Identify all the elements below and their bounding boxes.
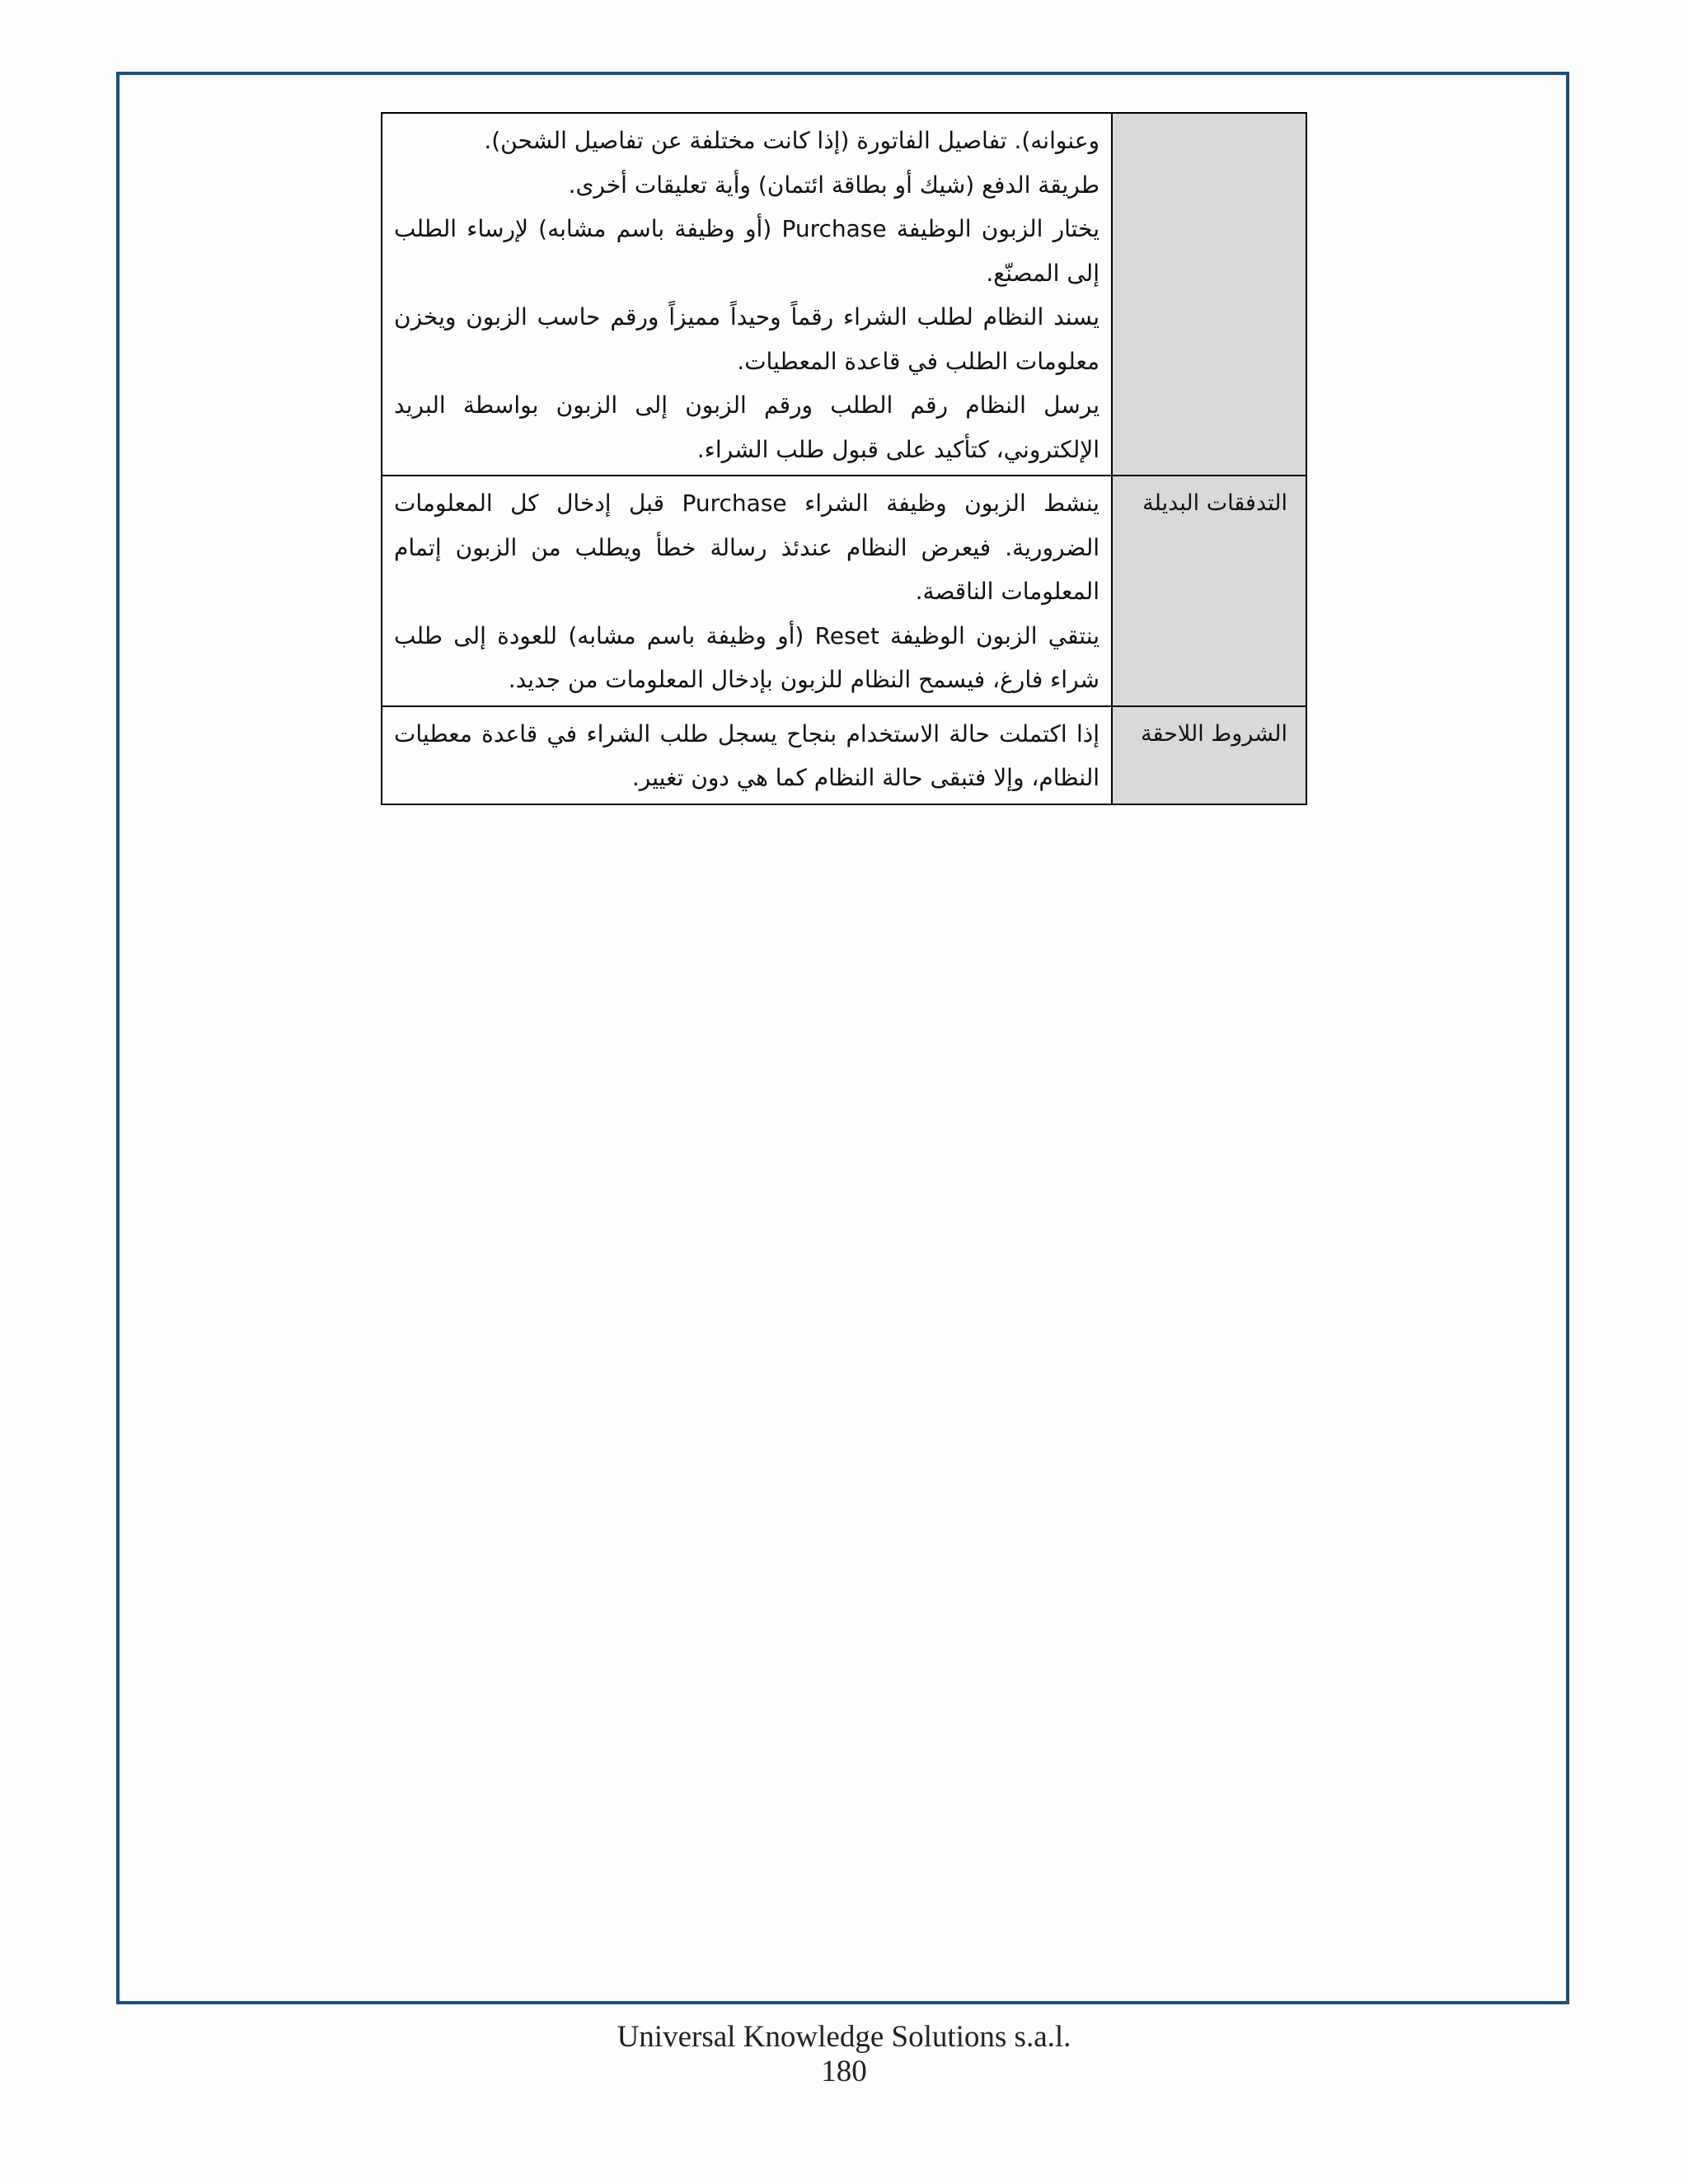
content-paragraph: ينشط الزبون وظيفة الشراء Purchase قبل إدخال كل المعلومات الضرورية. فيعرض النظام عندئذ رسالة خطأ ويطلب من الزبون إتمام المعلومات الناقصة. [394, 490, 1100, 605]
content-paragraph: ينتقي الزبون الوظيفة Reset (أو وظيفة باسم مشابه) للعودة إلى طلب شراء فارغ، فيسمح النظام للزبون بإدخال المعلومات من جديد. [394, 621, 1100, 693]
table-row [382, 476, 1306, 706]
content-paragraph: إذا اكتملت حالة الاستخدام بنجاح يسجل طلب الشراء في قاعدة معطيات النظام، وإلا فتبقى حالة النظام كما هي دون تغيير. [394, 719, 1100, 791]
content-paragraph: يسند النظام لطلب الشراء رقماً وحيداً مميزاً ورقم حاسب الزبون ويخزن معلومات الطلب في قاعدة المعطيات. [394, 303, 1100, 375]
row-content [382, 476, 1112, 706]
content-paragraph: يرسل النظام رقم الطلب ورقم الزبون إلى الزبون بواسطة البريد الإلكتروني، كتأكيد على قبول طلب الشراء. [394, 391, 1100, 463]
page-number: 180 [821, 2055, 867, 2088]
table-row [382, 113, 1306, 476]
content-paragraph: وعنوانه). تفاصيل الفاتورة (إذا كانت مختلفة عن تفاصيل الشحن). [484, 127, 1100, 154]
row-label: التدفقات البديلة [1112, 476, 1306, 706]
table-row [382, 706, 1306, 804]
row-label [1112, 113, 1306, 476]
row-content [382, 113, 1112, 476]
content-paragraph: يختار الزبون الوظيفة Purchase (أو وظيفة باسم مشابه) لإرساء الطلب إلى المصنّع. [394, 215, 1100, 287]
content-paragraph: طريقة الدفع (شيك أو بطاقة ائتمان) وأية تعليقات أخرى. [568, 171, 1100, 199]
use-case-table [381, 112, 1307, 805]
row-content [382, 706, 1112, 804]
row-label: الشروط اللاحقة [1112, 706, 1306, 804]
footer-company-name: Universal Knowledge Solutions s.a.l. [617, 2020, 1071, 2054]
